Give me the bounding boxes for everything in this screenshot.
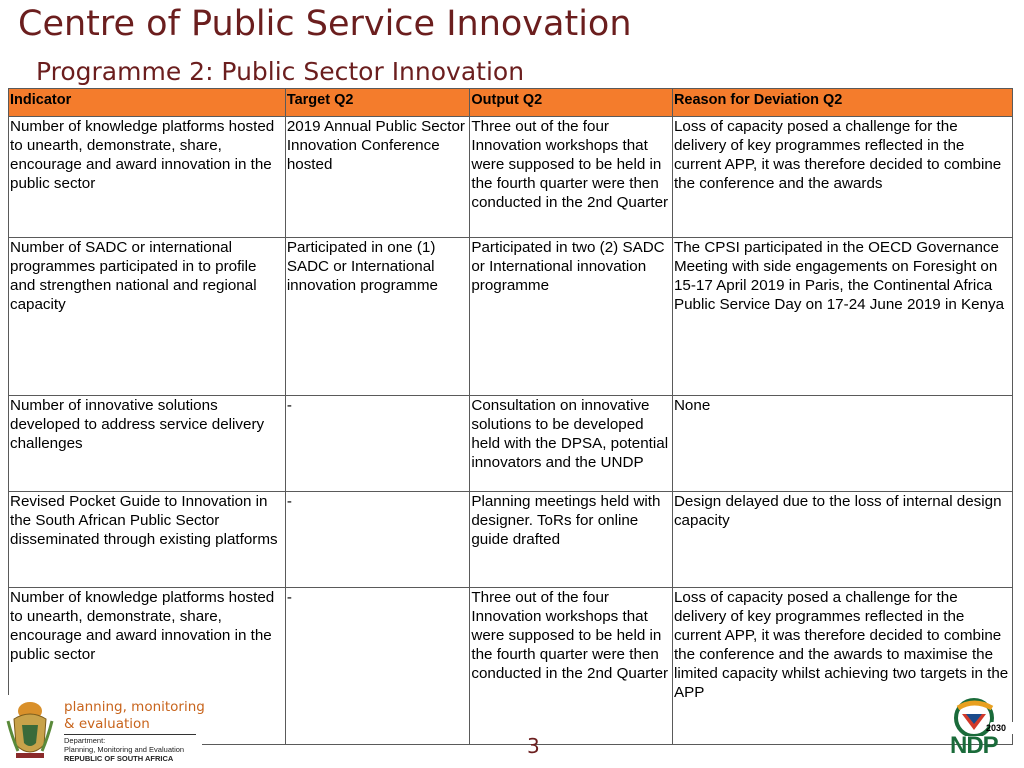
indicator-cell: Revised Pocket Guide to Innovation in the South African Public Sector disseminated through existing platforms: [9, 492, 286, 588]
indicator-cell: Number of innovative solutions developed to address service delivery challenges: [9, 396, 286, 492]
logo-divider: [64, 734, 196, 735]
performance-table: [8, 88, 1013, 745]
ndp-logo: [944, 696, 1020, 762]
dpme-wordmark: planning, monitoring & evaluation: [64, 699, 205, 732]
reason-cell: Design delayed due to the loss of internal design capacity: [672, 492, 1012, 588]
target-cell: -: [285, 396, 470, 492]
table-row: [9, 117, 1013, 238]
target-cell: -: [285, 492, 470, 588]
target-cell: -: [285, 588, 470, 745]
table-row: [9, 492, 1013, 588]
output-cell: Three out of the four Innovation workshops that were supposed to be held in the fourth quarter were then conducted in the 2nd Quarter: [470, 588, 673, 745]
ndp-wordmark: NDP: [950, 732, 998, 759]
page-title: Centre of Public Service Innovation: [18, 4, 632, 44]
column-header-reason: Reason for Deviation Q2: [672, 89, 1012, 117]
reason-cell: Loss of capacity posed a challenge for the delivery of key programmes reflected in the current APP, it was therefore decided to combine the conference and the awards: [672, 117, 1012, 238]
page-subtitle: Programme 2: Public Sector Innovation: [36, 57, 525, 86]
output-cell: Three out of the four Innovation workshops that were supposed to be held in the fourth quarter were then conducted in the 2nd Quarter: [470, 117, 673, 238]
table-header-row: [9, 89, 1013, 117]
indicator-cell: Number of knowledge platforms hosted to unearth, demonstrate, share, encourage and award innovation in the public sector: [9, 117, 286, 238]
ndp-year: 2030: [986, 723, 1007, 733]
target-cell: Participated in one (1) SADC or International innovation programme: [285, 238, 470, 396]
output-cell: Participated in two (2) SADC or International innovation programme: [470, 238, 673, 396]
table-row: [9, 396, 1013, 492]
dpme-logo: [2, 695, 205, 767]
indicator-cell: Number of SADC or international programmes participated in to profile and strengthen national and regional capacity: [9, 238, 286, 396]
column-header-indicator: Indicator: [9, 89, 286, 117]
column-header-target: Target Q2: [285, 89, 470, 117]
reason-cell: The CPSI participated in the OECD Governance Meeting with side engagements on Foresight on 15-17 April 2019 in Paris, the Continental Africa Public Service Day on 17-24 June 2019 in Kenya: [672, 238, 1012, 396]
reason-cell: None: [672, 396, 1012, 492]
column-header-output: Output Q2: [470, 89, 673, 117]
table-row: [9, 238, 1013, 396]
page-number: 3: [527, 734, 540, 758]
reason-cell: Loss of capacity posed a challenge for the delivery of key programmes reflected in the current APP, it was therefore decided to combine the conference and the awards to maximise the limited capacity whilst achieving two targets in the APP: [672, 588, 1012, 745]
target-cell: 2019 Annual Public Sector Innovation Conference hosted: [285, 117, 470, 238]
coat-of-arms-icon: [4, 697, 56, 765]
output-cell: Planning meetings held with designer. ToRs for online guide drafted: [470, 492, 673, 588]
indicator-cell: Number of knowledge platforms hosted to unearth, demonstrate, share, encourage and award innovation in the public sector: [9, 588, 286, 745]
ndp-logo-icon: [944, 696, 1020, 736]
output-cell: Consultation on innovative solutions to be developed held with the DPSA, potential innovators and the UNDP: [470, 396, 673, 492]
department-label: Department: Planning, Monitoring and Evaluation REPUBLIC OF SOUTH AFRICA: [64, 736, 185, 763]
